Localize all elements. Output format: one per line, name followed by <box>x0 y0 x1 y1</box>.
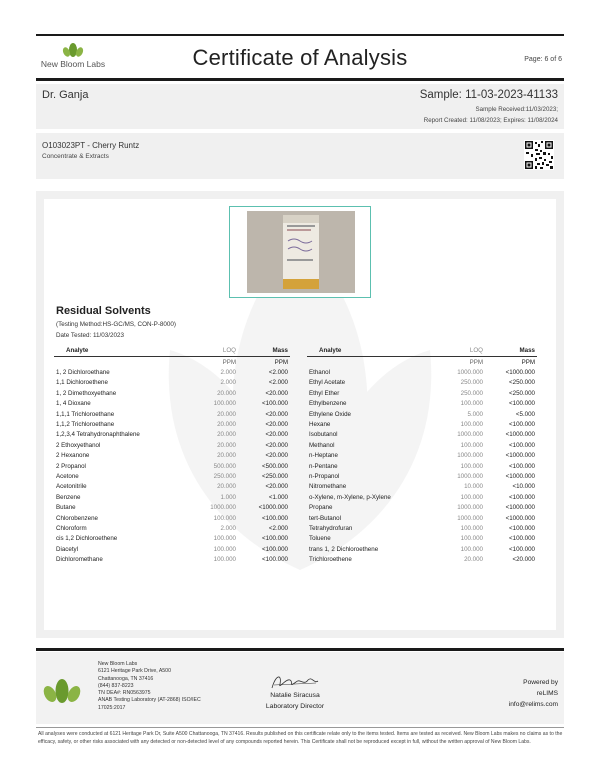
loq-cell: 20.000 <box>217 483 236 491</box>
table-row <box>307 544 537 554</box>
loq-cell: 250.000 <box>460 389 483 397</box>
address-line: (844) 837-8223 <box>98 682 134 689</box>
loq-cell: 100.000 <box>460 493 483 501</box>
table-row <box>307 378 537 388</box>
loq-unit: PPM <box>469 358 483 366</box>
table-row <box>54 388 290 398</box>
analyte-cell: 1,1,2 Trichloroethane <box>56 421 115 429</box>
address-line: TN DEA#: RN0563975 <box>98 690 151 697</box>
mass-cell: <100.000 <box>262 400 288 408</box>
address-line: 6121 Heritage Park Drive, A500 <box>98 668 171 675</box>
footer-bottom-rule <box>36 727 564 728</box>
table-row <box>54 534 290 544</box>
table-row <box>54 378 290 388</box>
mass-cell: <5.000 <box>515 410 535 418</box>
column-header-mass: Mass <box>485 346 537 357</box>
column-header-loq: LOQ <box>429 346 485 357</box>
product-band <box>36 133 564 179</box>
analyte-cell: 2 Ethoxyethanol <box>56 441 101 449</box>
address-line: 17025:2017 <box>98 704 126 711</box>
analyte-cell: Acetone <box>56 472 79 480</box>
table-row <box>54 451 290 461</box>
mass-cell: <20.000 <box>265 410 288 418</box>
mass-cell: <20.000 <box>265 452 288 460</box>
table-row <box>307 440 537 450</box>
mass-cell: <2.000 <box>268 524 288 532</box>
address-line: Chattanooga, TN 37416 <box>98 675 154 682</box>
page-title: Certificate of Analysis <box>192 45 408 70</box>
sample-photo-frame <box>229 206 371 298</box>
loq-cell: 100.000 <box>460 545 483 553</box>
mass-cell: <100.000 <box>509 400 535 408</box>
column-header-analyte: Analyte <box>307 346 429 357</box>
mass-cell: <100.000 <box>509 493 535 501</box>
analyte-cell: Toluene <box>309 535 331 543</box>
loq-cell: 100.000 <box>460 535 483 543</box>
table-row <box>54 471 290 481</box>
loq-cell: 1.000 <box>220 493 236 501</box>
mass-cell: <2.000 <box>268 379 288 387</box>
disclaimer: All analyses were conducted at 6121 Heritage Park Dr, Suite A500 Chattanooga, TN 37416. Results published on this certificate relate only to the items tested. Items are tested as received. New Bloom Labs makes no claims as to the efficacy, safety, or other risks associated with any detected or non-detected level of any compounds reported herein. This Certificate shall not be reproduced except in full, without the written approval of New Bloom Labs. <box>38 731 563 745</box>
loq-cell: 1000.000 <box>457 431 483 439</box>
analyte-cell: tert-Butanol <box>309 514 341 522</box>
report-dates: Report Created: 11/08/2023; Expires: 11/08/2024 <box>423 117 558 124</box>
mass-cell: <100.000 <box>262 545 288 553</box>
mass-cell: <100.000 <box>509 421 535 429</box>
mass-cell: <100.000 <box>262 556 288 564</box>
mass-cell: <20.000 <box>265 483 288 491</box>
analyte-cell: 1,1,1 Trichloroethane <box>56 410 115 418</box>
analyte-cell: Nitromethane <box>309 483 347 491</box>
loq-cell: 20.000 <box>217 452 236 460</box>
powered-by-email[interactable]: info@relims.com <box>508 701 558 708</box>
mass-cell: <1.000 <box>268 493 288 501</box>
analyte-cell: 1, 4 Dioxane <box>56 400 91 408</box>
column-header-mass: Mass <box>238 346 290 357</box>
table-row <box>307 471 537 481</box>
loq-cell: 10.000 <box>464 483 483 491</box>
mass-cell: <2.000 <box>268 369 288 377</box>
loq-cell: 1000.000 <box>457 452 483 460</box>
table-row <box>54 419 290 429</box>
mass-cell: <100.000 <box>509 462 535 470</box>
analyte-cell: n-Heptane <box>309 452 338 460</box>
product-category: Concentrate & Extracts <box>42 153 109 160</box>
table-row <box>54 440 290 450</box>
analyte-cell: Chlorobenzene <box>56 514 98 522</box>
table-row <box>307 492 537 502</box>
analyte-cell: Propane <box>309 504 333 512</box>
loq-cell: 100.000 <box>460 441 483 449</box>
table-row <box>54 544 290 554</box>
loq-cell: 20.000 <box>217 410 236 418</box>
analyte-cell: Trichloroethene <box>309 556 352 564</box>
table-row <box>307 513 537 523</box>
table-row <box>54 367 290 377</box>
analyte-cell: n-Propanol <box>309 472 340 480</box>
qr-code-icon <box>524 140 554 170</box>
lab-logo-text: New Bloom Labs <box>40 59 106 69</box>
analyte-cell: Butane <box>56 504 76 512</box>
analyte-cell: Tetrahydrofuran <box>309 524 353 532</box>
analyte-cell: 1, 2 Dichloroethane <box>56 369 110 377</box>
table-row <box>54 554 290 564</box>
powered-by <box>509 677 558 710</box>
loq-cell: 100.000 <box>213 556 236 564</box>
analyte-cell: 2 Propanol <box>56 462 86 470</box>
analyte-cell: Ethylene Oxide <box>309 410 351 418</box>
mass-cell: <1000.000 <box>505 369 535 377</box>
loq-cell: 100.000 <box>213 535 236 543</box>
footer-top-rule <box>36 648 564 651</box>
analyte-cell: Ethyl Acetate <box>309 379 346 387</box>
loq-cell: 20.000 <box>464 556 483 564</box>
table-row <box>54 513 290 523</box>
loq-cell: 1000.000 <box>457 514 483 522</box>
footer-leaf-logo-icon <box>42 678 82 704</box>
mass-cell: <1000.000 <box>505 452 535 460</box>
signer-role: Laboratory Director <box>265 703 325 710</box>
table-row <box>307 430 537 440</box>
column-header-loq: LOQ <box>182 346 238 357</box>
analyte-cell: Isobutanol <box>309 431 338 439</box>
sample-id: Sample: 11-03-2023-41133 <box>419 89 558 101</box>
loq-cell: 500.000 <box>213 462 236 470</box>
loq-cell: 100.000 <box>213 514 236 522</box>
mass-cell: <1000.000 <box>505 504 535 512</box>
mass-cell: <1000.000 <box>505 514 535 522</box>
table-row <box>307 461 537 471</box>
mass-cell: <20.000 <box>265 389 288 397</box>
loq-cell: 2.000 <box>220 524 236 532</box>
loq-cell: 5.000 <box>467 410 483 418</box>
table-row <box>307 367 537 377</box>
loq-cell: 1000.000 <box>210 504 236 512</box>
loq-cell: 100.000 <box>460 462 483 470</box>
table-row <box>307 419 537 429</box>
mass-cell: <250.000 <box>509 389 535 397</box>
solvents-table-left <box>54 346 290 565</box>
mass-cell: <10.000 <box>512 483 535 491</box>
signature-image <box>268 672 322 692</box>
loq-cell: 100.000 <box>460 400 483 408</box>
analyte-cell: Acetonitrile <box>56 483 87 491</box>
sample-received: Sample Received:11/03/2023; <box>475 106 558 113</box>
loq-cell: 250.000 <box>213 472 236 480</box>
analyte-cell: 1,2,3,4 Tetrahydronaphthalene <box>56 431 140 439</box>
address-line: New Bloom Labs <box>98 661 138 667</box>
loq-cell: 250.000 <box>460 379 483 387</box>
analyte-cell: n-Pentane <box>309 462 338 470</box>
mass-cell: <100.000 <box>509 441 535 449</box>
analyte-cell: trans 1, 2 Dichloroethene <box>309 545 379 553</box>
analyte-cell: Benzene <box>56 493 81 501</box>
table-row <box>307 534 537 544</box>
table-row <box>307 482 537 492</box>
product-name: O103023PT - Cherry Runtz <box>42 141 140 150</box>
mass-cell: <250.000 <box>509 379 535 387</box>
mass-cell: <1000.000 <box>505 472 535 480</box>
loq-cell: 1000.000 <box>457 504 483 512</box>
analyte-cell: Ethanol <box>309 369 330 377</box>
header-bottom-rule <box>36 78 564 81</box>
analyte-cell: 1,1 Dichloroethene <box>56 379 108 387</box>
table-row <box>307 451 537 461</box>
jar-image-icon <box>247 211 355 293</box>
loq-cell: 1000.000 <box>457 369 483 377</box>
signer-name: Natalie Siracusa <box>270 692 320 699</box>
mass-cell: <100.000 <box>262 514 288 522</box>
mass-cell: <20.000 <box>512 556 535 564</box>
table-row <box>54 461 290 471</box>
mass-cell: <250.000 <box>262 472 288 480</box>
mass-unit: PPM <box>274 358 288 366</box>
analyte-cell: Dichloromethane <box>56 556 103 564</box>
loq-cell: 20.000 <box>217 431 236 439</box>
table-row <box>307 502 537 512</box>
analyte-cell: cis 1,2 Dichloroethene <box>56 535 118 543</box>
analyte-cell: Ethyl Ether <box>309 389 340 397</box>
analyte-cell: 2 Hexanone <box>56 452 90 460</box>
table-row <box>307 523 537 533</box>
loq-cell: 20.000 <box>217 389 236 397</box>
powered-by-name: reLIMS <box>536 690 558 697</box>
mass-cell: <100.000 <box>509 524 535 532</box>
loq-cell: 100.000 <box>213 400 236 408</box>
loq-cell: 20.000 <box>217 441 236 449</box>
powered-by-label: Powered by <box>523 679 558 686</box>
mass-cell: <20.000 <box>265 421 288 429</box>
loq-cell: 20.000 <box>217 421 236 429</box>
address-line: ANAB Testing Laboratory (AT-2868) ISO/IEC <box>98 697 201 704</box>
table-row <box>54 409 290 419</box>
table-row <box>54 492 290 502</box>
table-row <box>54 430 290 440</box>
lab-address <box>98 661 201 712</box>
client-name: Dr. Ganja <box>42 89 89 101</box>
analyte-cell: Hexane <box>309 421 331 429</box>
loq-cell: 2.000 <box>220 369 236 377</box>
loq-cell: 100.000 <box>213 545 236 553</box>
mass-cell: <20.000 <box>265 431 288 439</box>
column-header-analyte: Analyte <box>54 346 182 357</box>
mass-cell: <20.000 <box>265 441 288 449</box>
mass-cell: <1000.000 <box>258 504 288 512</box>
analyte-cell: 1, 2 Dimethoxyethane <box>56 389 117 397</box>
page-number: Page: 6 of 6 <box>524 56 562 63</box>
header-top-rule <box>36 34 564 36</box>
analyte-cell: o-Xylene, m-Xylene, p-Xylene <box>309 493 391 501</box>
table-row <box>54 482 290 492</box>
analyte-cell: Methanol <box>309 441 335 449</box>
table-row <box>54 523 290 533</box>
mass-cell: <500.000 <box>262 462 288 470</box>
table-row <box>54 399 290 409</box>
mass-cell: <1000.000 <box>505 431 535 439</box>
mass-unit: PPM <box>521 358 535 366</box>
section-title: Residual Solvents <box>56 305 151 317</box>
loq-cell: 100.000 <box>460 421 483 429</box>
loq-cell: 100.000 <box>460 524 483 532</box>
testing-method: (Testing Method:HS-GC/MS, CON-P-8000) <box>56 321 177 328</box>
analyte-cell: Diacetyl <box>56 545 79 553</box>
loq-unit: PPM <box>222 358 236 366</box>
table-row <box>307 399 537 409</box>
table-row <box>54 502 290 512</box>
analyte-cell: Chloroform <box>56 524 87 532</box>
table-row <box>307 388 537 398</box>
mass-cell: <100.000 <box>262 535 288 543</box>
sample-photo <box>247 211 355 293</box>
mass-cell: <100.000 <box>509 535 535 543</box>
analyte-cell: Ethylbenzene <box>309 400 347 408</box>
mass-cell: <100.000 <box>509 545 535 553</box>
table-row <box>307 554 537 564</box>
table-row <box>307 409 537 419</box>
solvents-table-right <box>307 346 537 565</box>
date-tested: Date Tested: 11/03/2023 <box>56 332 125 339</box>
loq-cell: 2.000 <box>220 379 236 387</box>
loq-cell: 1000.000 <box>457 472 483 480</box>
